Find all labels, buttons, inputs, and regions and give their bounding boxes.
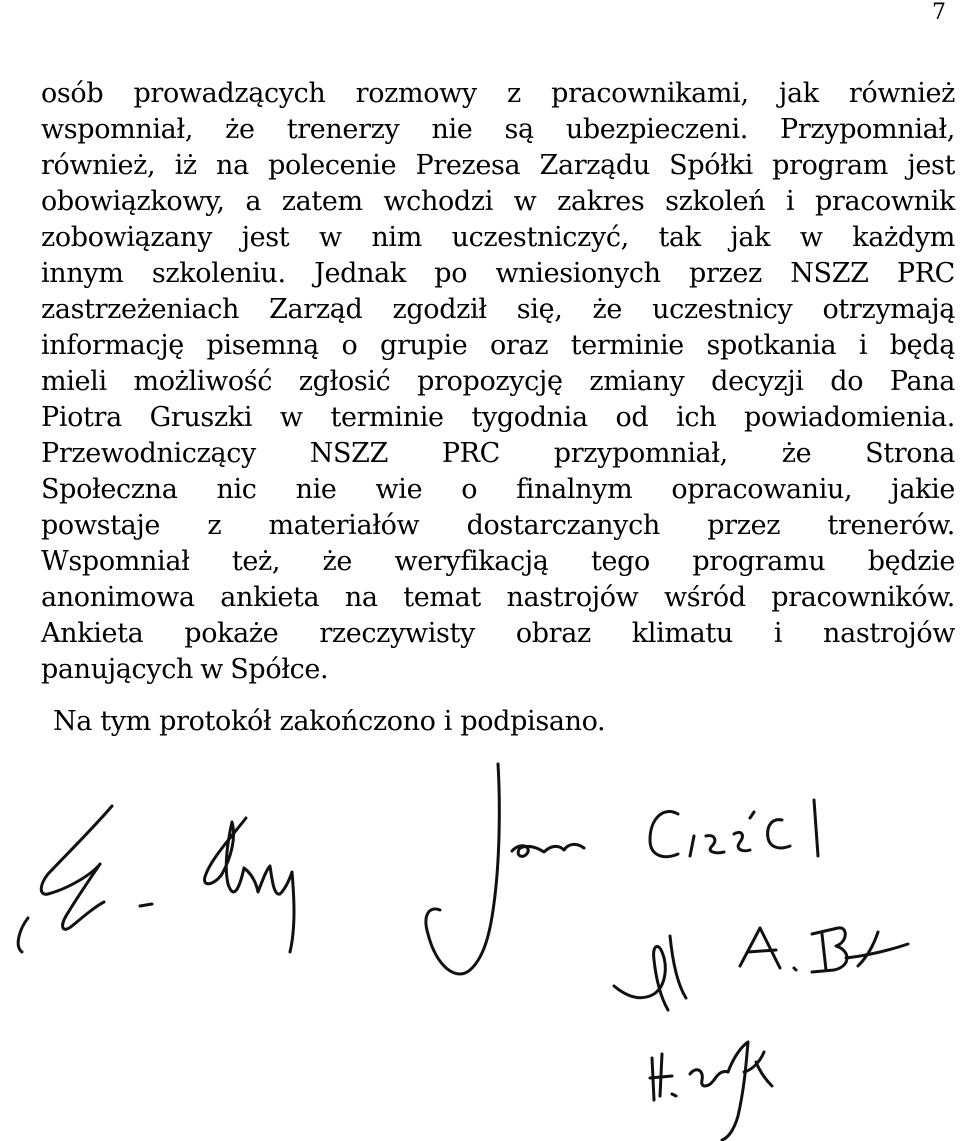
text-line: powstaje z materiałów dostarczanych przez trenerów.: [41, 510, 955, 541]
text-line: innym szkoleniu. Jednak po wniesionych przez NSZZ PRC: [41, 258, 955, 289]
text-line: Przewodniczący NSZZ PRC przypomniał, że Strona: [41, 438, 955, 469]
signature-4: [650, 1042, 772, 1140]
signatures-area: [0, 756, 960, 1141]
text-line: mieli możliwość zgłosić propozycję zmiany decyzji do Pana: [41, 366, 955, 397]
text-line: również, iż na polecenie Prezesa Zarządu Spółki program jest: [41, 150, 955, 181]
text-line: obowiązkowy, a zatem wchodzi w zakres szkoleń i pracownik: [41, 186, 955, 217]
text-line: anonimowa ankieta na temat nastrojów wśród pracowników.: [41, 582, 955, 613]
text-line: informację pisemną o grupie oraz terminie spotkania i będą: [41, 330, 955, 361]
page-number: 7: [932, 0, 946, 25]
protocol-body-text: [41, 76, 955, 688]
signature-2: [426, 764, 818, 974]
text-line: osób prowadzących rozmowy z pracownikami, jak również: [41, 78, 955, 109]
text-line: Piotra Gruszki w terminie tygodnia od ich powiadomienia.: [41, 402, 955, 433]
text-line: Wspomniał też, że weryfikacją tego programu będzie: [41, 546, 955, 577]
signature-3: [614, 928, 908, 1010]
signatures-svg: [0, 756, 960, 1141]
text-line: wspomniał, że trenerzy nie są ubezpieczeni. Przypomniał,: [41, 114, 955, 145]
text-line: Ankieta pokaże rzeczywisty obraz klimatu i nastrojów: [41, 618, 955, 649]
signature-1: [18, 806, 294, 952]
text-line: zobowiązany jest w nim uczestniczyć, tak jak w każdym: [41, 222, 955, 253]
closing-line: Na tym protokół zakończono i podpisano.: [53, 706, 606, 737]
text-line: panujących w Spółce.: [41, 654, 329, 685]
text-line: Społeczna nic nie wie o finalnym opracowaniu, jakie: [41, 474, 955, 505]
text-line: zastrzeżeniach Zarząd zgodził się, że uczestnicy otrzymają: [41, 294, 955, 325]
